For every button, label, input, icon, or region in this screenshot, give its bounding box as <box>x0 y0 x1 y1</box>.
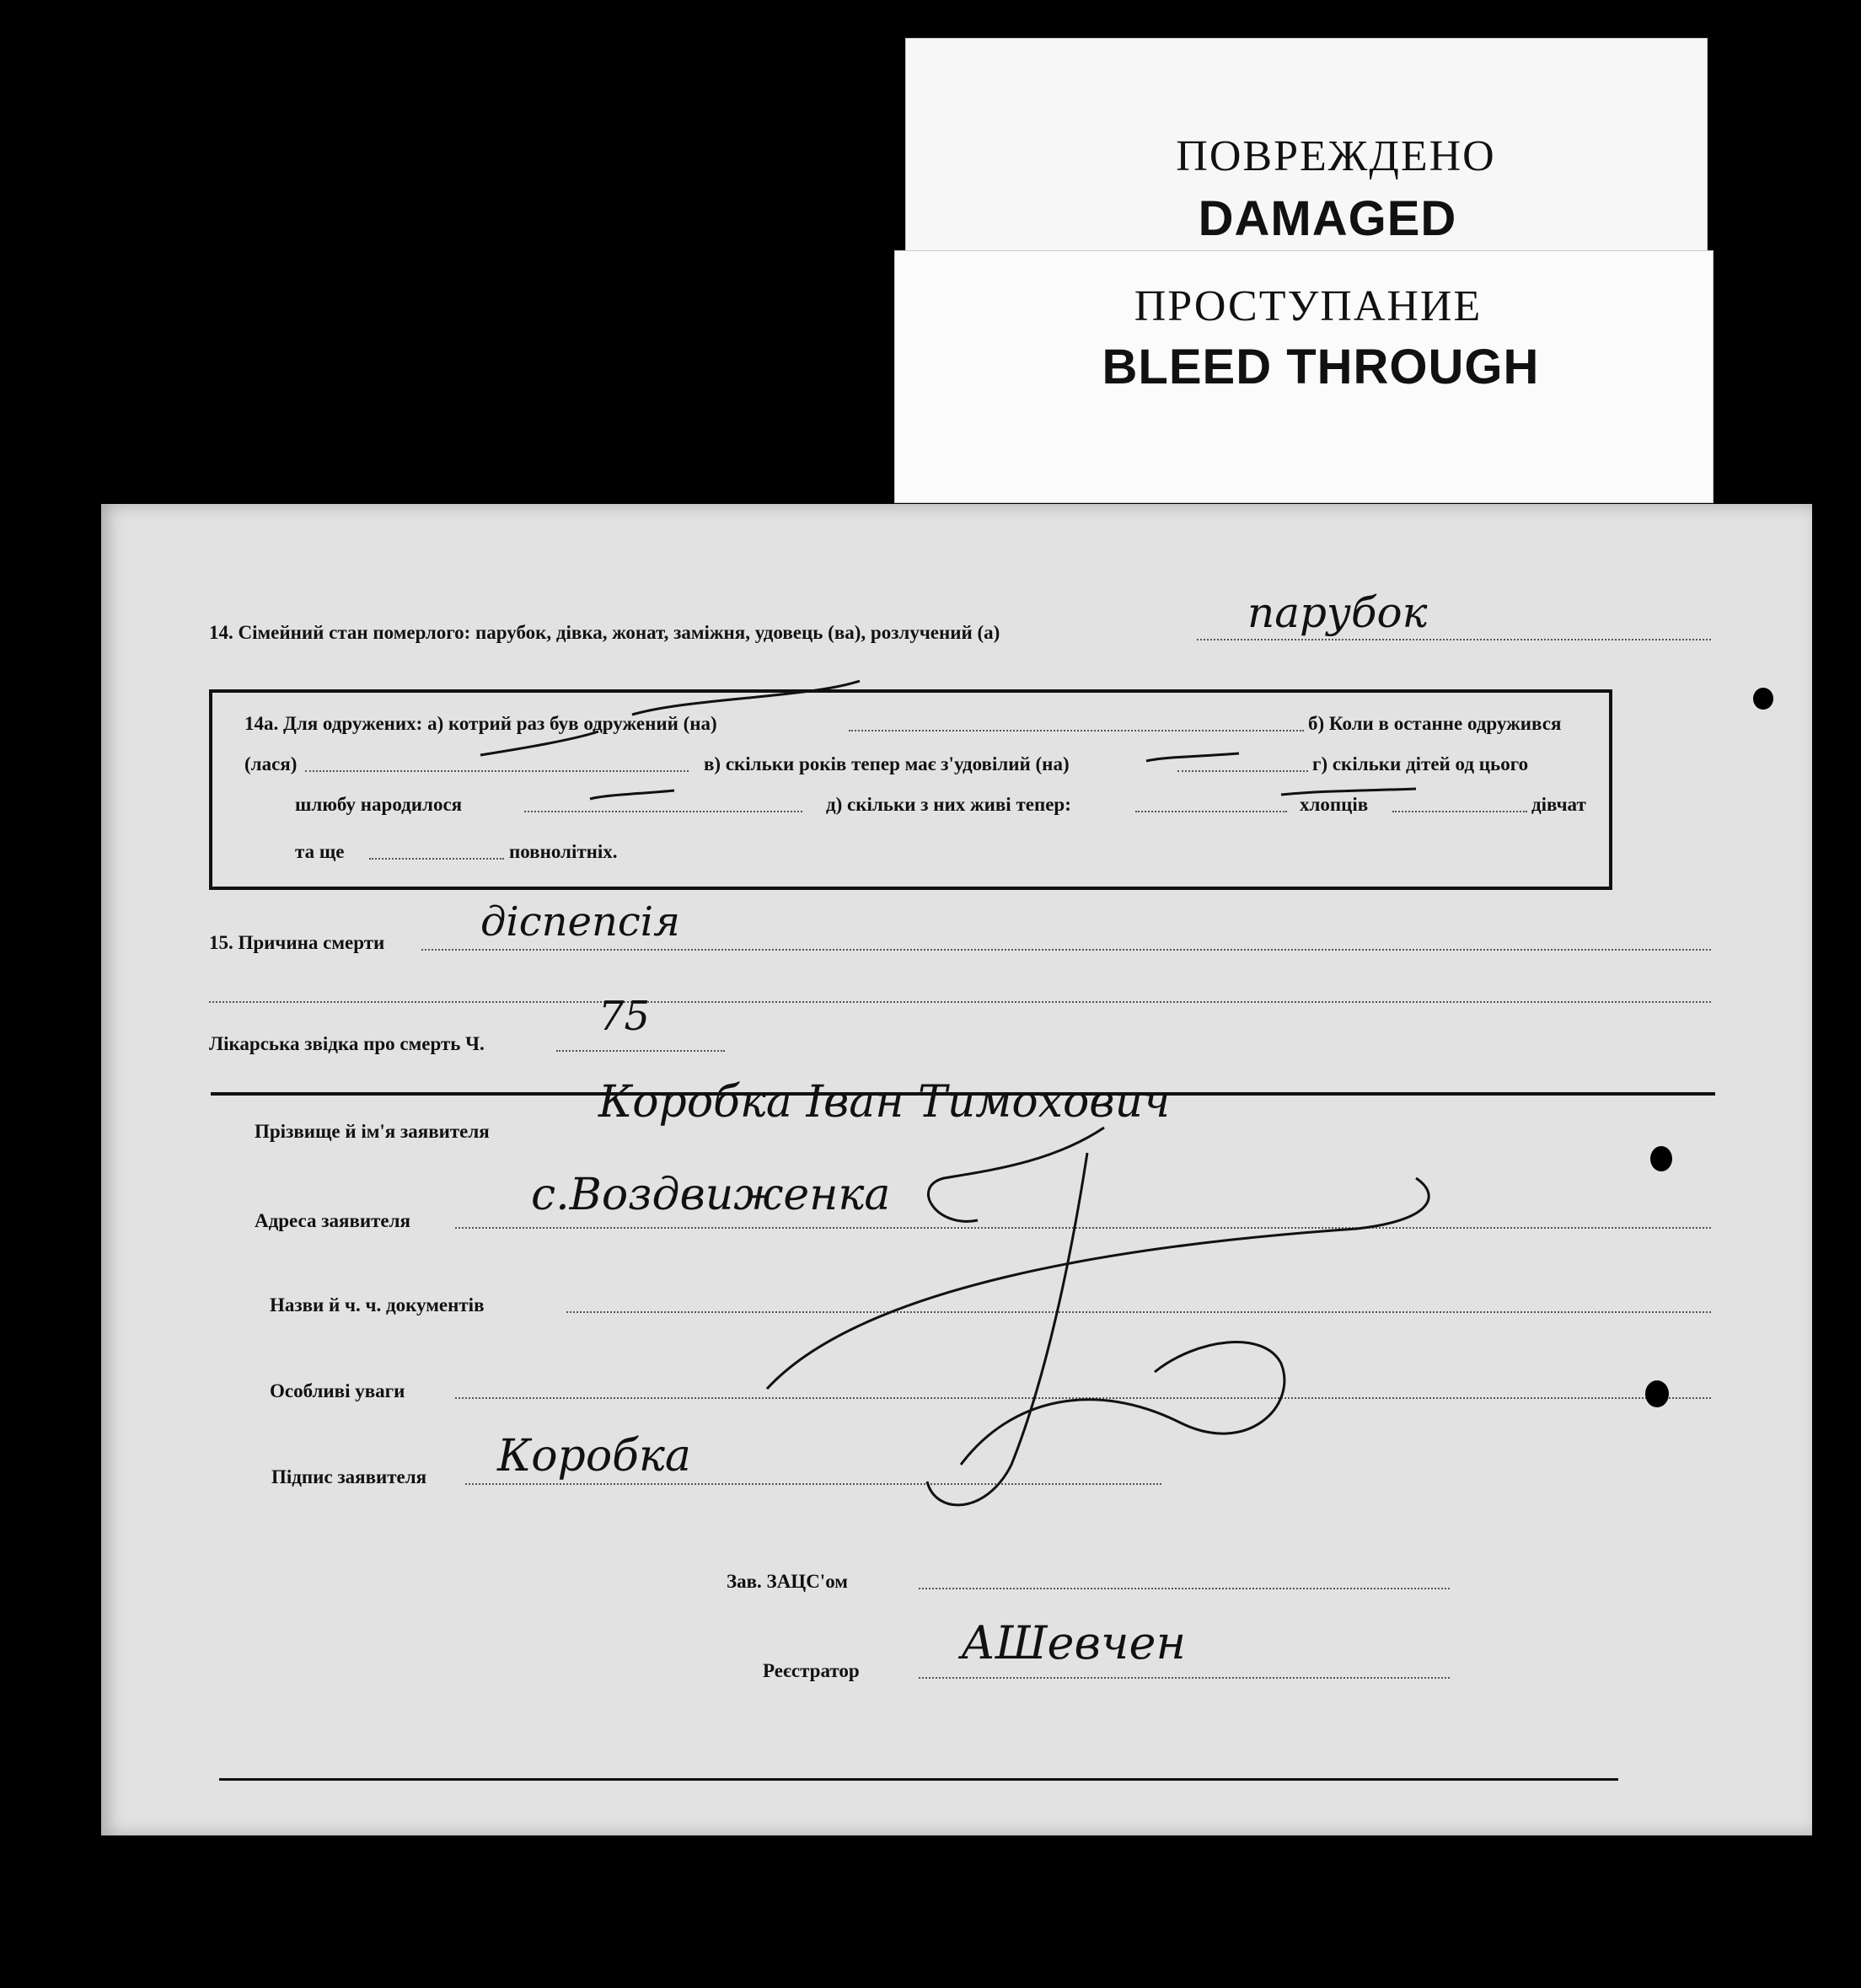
applicant-address-answer: с.Воздвиженка <box>531 1170 891 1220</box>
damaged-label-ru: ПОВРЕЖДЕНО <box>1176 132 1496 180</box>
signature-answer: Коробка <box>497 1431 691 1482</box>
registrar-label: Реєстратор <box>763 1660 860 1681</box>
handwritten-flourish <box>101 504 1812 1835</box>
applicant-address-label: Адреса заявителя <box>255 1210 410 1231</box>
doctor-note-answer: 75 <box>598 993 651 1040</box>
q14a-part2: б) Коли в останне одружився <box>1308 713 1562 734</box>
bleed-label-en: BLEED THROUGH <box>1102 340 1540 394</box>
damaged-label-card <box>906 39 1707 251</box>
q15-label: 15. Причина смерти <box>209 932 385 953</box>
punch-hole <box>1650 1146 1672 1171</box>
bleed-through-label-card <box>895 251 1713 502</box>
doctor-note-label: Лікарська звідка про смерть Ч. <box>209 1033 485 1054</box>
signature-label: Підпис заявителя <box>271 1466 427 1487</box>
q14a-part8: хлопців <box>1300 794 1369 815</box>
punch-hole <box>1645 1380 1669 1407</box>
bleed-label-ru: ПРОСТУПАНИЕ <box>1134 282 1483 330</box>
applicant-name-answer: Коробка Іван Тимохович <box>598 1077 1171 1128</box>
head-label: Зав. ЗАЦС'ом <box>727 1571 848 1592</box>
q14a-part9: дівчат <box>1531 794 1586 815</box>
q14a-part4: в) скільки років тепер має з'удовілий (на) <box>704 753 1070 774</box>
q14a-part10: та ще <box>295 841 345 862</box>
applicant-name-label: Прізвище й ім'я заявителя <box>255 1121 490 1142</box>
document-sheet <box>101 504 1812 1835</box>
q14a-part6: шлюбу народилося <box>295 794 463 815</box>
q14a-part3: (лася) <box>244 753 298 774</box>
registrar-answer: АШевчен <box>961 1616 1187 1669</box>
q14a-part11: повнолітніх. <box>509 841 618 862</box>
damaged-label-en: DAMAGED <box>1198 191 1457 246</box>
q14a-part7: д) скільки з них живі тепер: <box>826 794 1071 815</box>
documents-label: Назви й ч. ч. документів <box>270 1294 485 1316</box>
q14a-part5: г) скільки дітей од цього <box>1312 753 1529 774</box>
q14-answer: парубок <box>1247 588 1428 637</box>
q15-answer: діспепсія <box>480 898 680 946</box>
q14-label: 14. Сімейний стан померлого: парубок, дівка, жонат, заміжня, удовець (ва), розлучений (а) <box>209 622 1000 643</box>
q14a-part1: 14а. Для одружених: а) котрий раз був одружений (на) <box>244 713 717 734</box>
punch-hole <box>1753 688 1773 710</box>
remarks-label: Особливі уваги <box>270 1380 405 1401</box>
